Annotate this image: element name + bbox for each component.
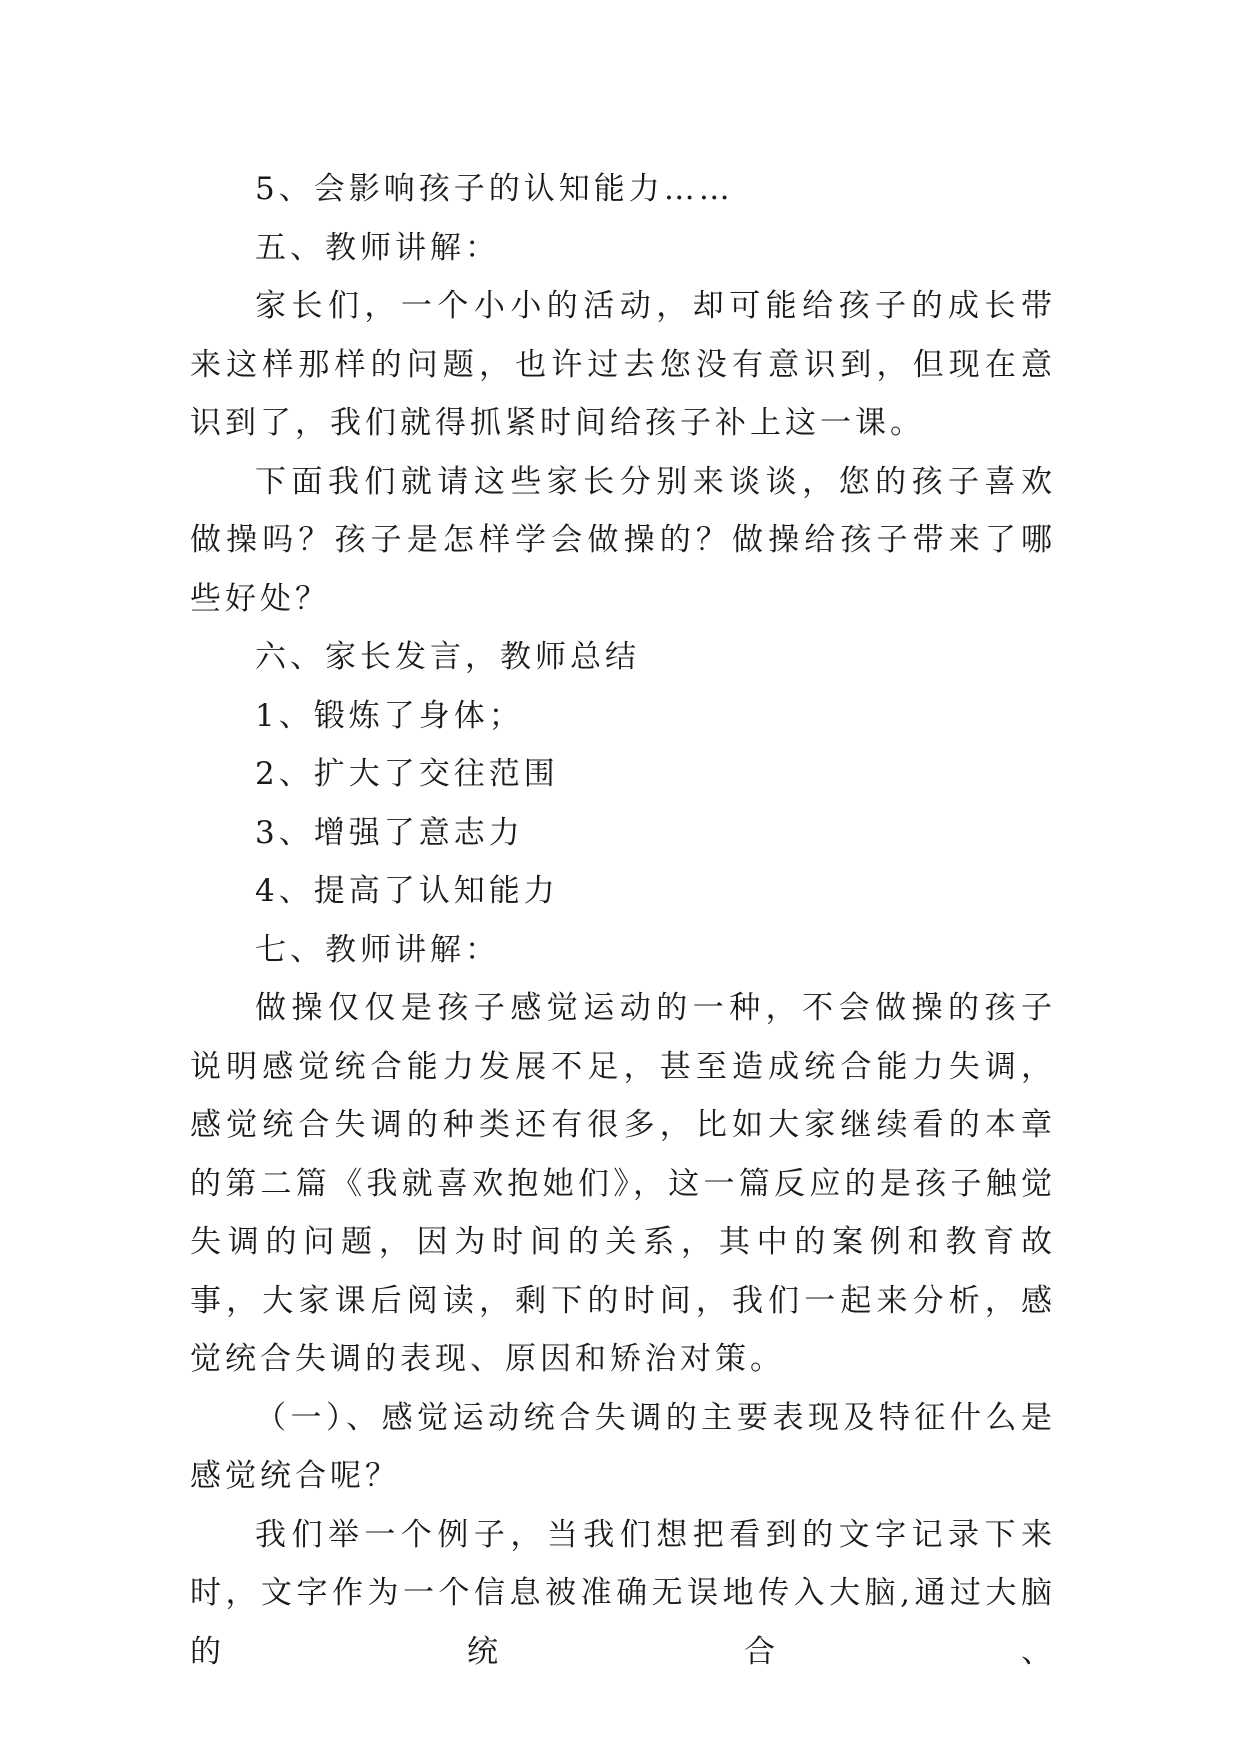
section-heading: 五、教师讲解： [255,229,500,266]
list-item: 2、扩大了交往范围 [255,756,559,792]
list-item: 3、增强了意志力 [255,814,524,851]
paragraph: 下面我们就请这些家长分别来谈谈，您的孩子喜欢做操吗？孩子是怎样学会做操的？做操给孩子带来了哪些好处？ [190,463,1056,617]
paragraph: 我们举一个例子，当我们想把看到的文字记录下来时，文字作为一个信息被准确无误地传入大脑,通过大脑的统合、 [190,1516,1056,1670]
subsection-heading: （一）、感觉运动统合失调的主要表现及特征什么是感觉统合呢？ [190,1399,1056,1494]
list-item: 4、提高了认知能力 [255,873,559,909]
section-heading: 六、家长发言，教师总结 [255,639,640,675]
paragraph: 做操仅仅是孩子感觉运动的一种，不会做操的孩子说明感觉统合能力发展不足，甚至造成统合能力失调，感觉统合失调的种类还有很多，比如大家继续看的本章的第二篇《我就喜欢抱她们》，这一篇反应的是孩子触觉失调的问题，因为时间的关系，其中的案例和教育故事，大家课后阅读，剩下的时间，我们一起来分析，感觉统合失调的表现、原因和矫治对策。 [190,990,1056,1377]
list-item: 5、会影响孩子的认知能力…… [255,171,734,207]
section-heading: 七、教师讲解： [255,931,500,968]
document-page [190,160,1056,1681]
list-item: 1、锻炼了身体； [255,697,524,734]
paragraph: 家长们，一个小小的活动，却可能给孩子的成长带来这样那样的问题，也许过去您没有意识到，但现在意识到了，我们就得抓紧时间给孩子补上这一课。 [190,288,1056,441]
